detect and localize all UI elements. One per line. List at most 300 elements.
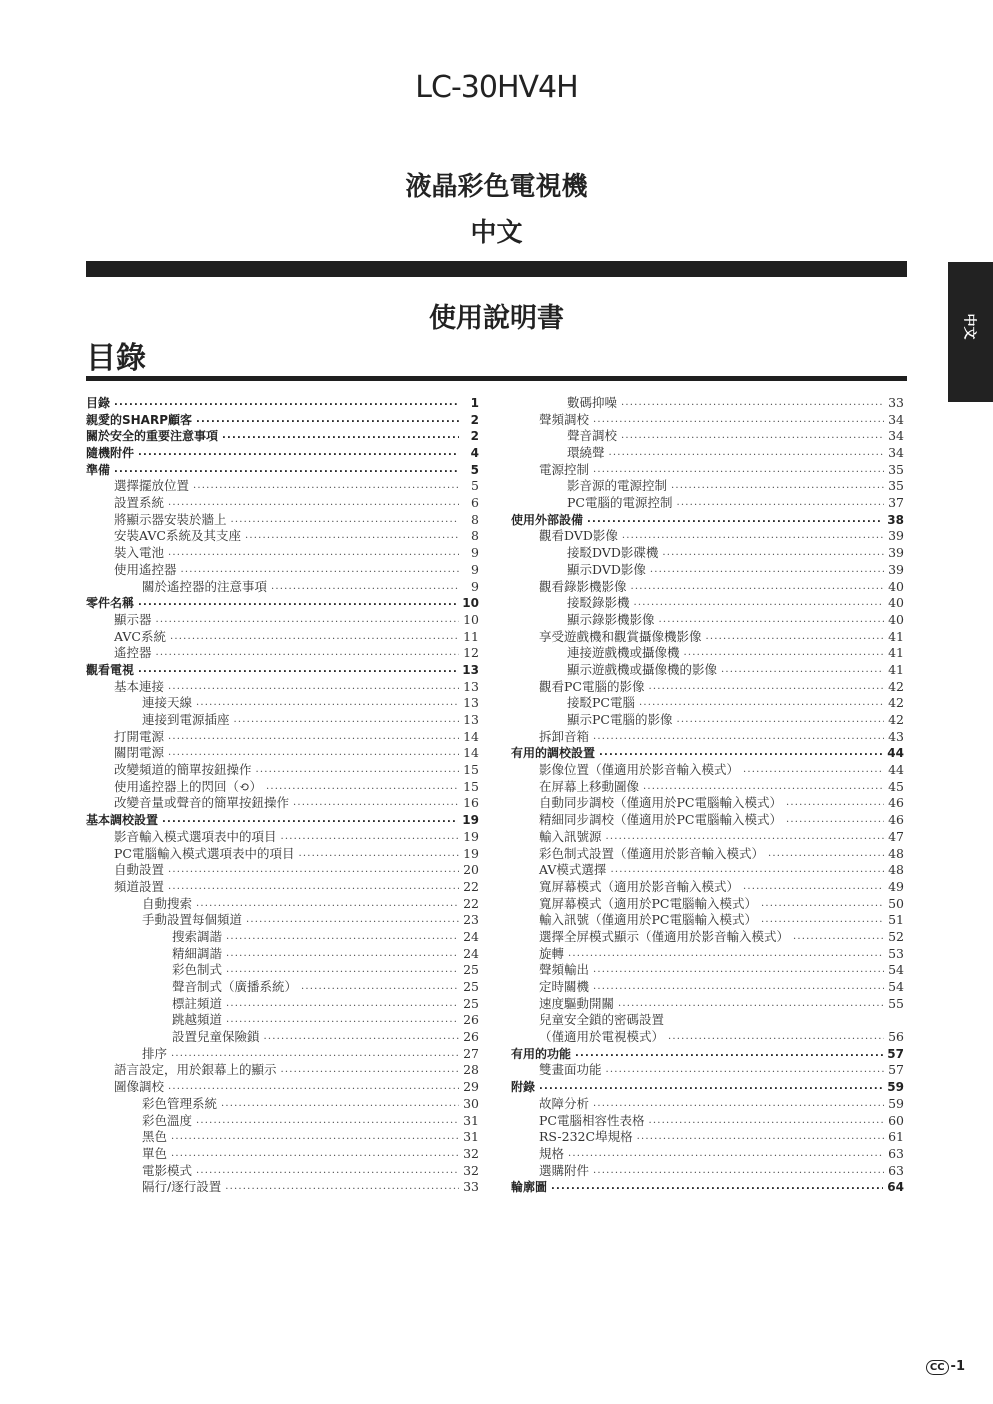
toc-leader-dots	[168, 745, 459, 762]
toc-entry-page: 56	[888, 1029, 904, 1045]
toc-entry[interactable]	[511, 1179, 904, 1196]
toc-leader-dots	[226, 996, 459, 1013]
toc-entry-label: AV模式選擇	[539, 862, 607, 878]
toc-entry[interactable]	[86, 812, 479, 829]
toc-entry-page: 25	[463, 962, 479, 978]
toc-entry-label: 兒童安全鎖的密碼設置	[539, 1012, 665, 1028]
toc-entry[interactable]	[511, 779, 904, 796]
toc-entry-page: 25	[463, 995, 479, 1011]
toc-entry-label: 接駁錄影機	[567, 595, 630, 611]
toc-leader-dots	[648, 679, 884, 696]
toc-entry-page: 40	[888, 578, 904, 594]
toc-entry-page: 35	[888, 461, 904, 477]
toc-entry-page: 59	[887, 1080, 904, 1095]
toc-entry-label: 隔行/逐行設置	[142, 1179, 222, 1195]
toc-entry[interactable]	[511, 529, 904, 546]
toc-entry-page: 34	[888, 428, 904, 444]
toc-entry[interactable]	[86, 962, 479, 979]
toc-entry-page: 43	[888, 728, 904, 744]
toc-entry-page: 37	[888, 495, 904, 511]
toc-entry-label: 有用的調校設置	[511, 746, 596, 761]
toc-entry-page: 19	[462, 813, 479, 828]
toc-entry-label: 觀看DVD影像	[539, 528, 618, 544]
toc-leader-dots	[676, 712, 884, 729]
toc-entry-label: 彩色制式	[172, 962, 223, 978]
toc-entry-page: 42	[888, 695, 904, 711]
toc-entry[interactable]	[86, 1163, 479, 1180]
toc-entry-page: 9	[471, 578, 479, 594]
toc-entry[interactable]	[511, 712, 904, 729]
toc-entry[interactable]	[511, 495, 904, 512]
toc-leader-dots	[786, 812, 884, 829]
toc-entry-label: 改變頻道的簡單按鈕操作	[114, 762, 252, 778]
toc-entry[interactable]	[511, 562, 904, 579]
toc-entry-page: 31	[463, 1112, 479, 1128]
toc-leader-dots	[196, 412, 459, 429]
toc-entry[interactable]	[511, 679, 904, 696]
toc-entry-page: 11	[463, 628, 479, 644]
toc-leader-dots	[593, 462, 884, 479]
toc-entry-label: 設置系統	[114, 495, 165, 511]
toc-entry[interactable]	[511, 745, 904, 762]
toc-entry[interactable]	[86, 745, 479, 762]
toc-entry[interactable]	[511, 912, 904, 929]
toc-leader-dots	[114, 462, 459, 479]
toc-entry-page: 63	[888, 1145, 904, 1161]
toc-entry-label: 連接到電源插座	[142, 712, 230, 728]
toc-entry-page: 28	[463, 1062, 479, 1078]
toc-entry-page: 29	[463, 1079, 479, 1095]
toc-entry-label: 連接遊戲機或攝像機	[567, 645, 680, 661]
toc-entry-page: 33	[888, 395, 904, 410]
toc-entry[interactable]	[86, 929, 479, 946]
toc-entry-label: AVC系統	[114, 628, 166, 644]
toc-entry-label: 連接天線	[142, 695, 193, 711]
toc-entry[interactable]	[86, 946, 479, 963]
toc-leader-dots	[622, 529, 884, 546]
toc-entry-label: 電源控制	[539, 461, 590, 477]
manual-title: 使用說明書	[429, 303, 564, 334]
toc-leader-dots	[606, 1063, 884, 1080]
toc-leader-dots	[587, 512, 883, 529]
toc-entry-label: 定時關機	[539, 979, 590, 995]
toc-entry[interactable]	[86, 1096, 479, 1113]
toc-entry-page: 42	[888, 678, 904, 694]
toc-entry[interactable]	[86, 529, 479, 546]
toc-entry[interactable]	[511, 595, 904, 612]
toc-leader-dots	[226, 1012, 459, 1029]
toc-entry-label: 遙控器	[114, 645, 152, 661]
toc-entry[interactable]	[511, 896, 904, 913]
toc-entry[interactable]	[511, 1113, 904, 1130]
toc-entry-label: 輸入訊號源	[539, 828, 602, 844]
toc-entry-label: 寬屏幕模式（適用於影音輸入模式）	[539, 878, 740, 894]
toc-entry-page: 54	[888, 962, 904, 978]
toc-leader-dots	[575, 1046, 883, 1063]
toc-entry[interactable]	[511, 1096, 904, 1113]
toc-leader-dots	[621, 395, 884, 412]
toc-entry[interactable]	[86, 829, 479, 846]
toc-entry-label: PC電腦的電源控制	[567, 495, 673, 511]
toc-entry[interactable]	[86, 695, 479, 712]
toc-entry[interactable]	[511, 545, 904, 562]
toc-entry-page: 9	[471, 561, 479, 577]
toc-leader-dots	[793, 929, 884, 946]
toc-left-column	[86, 395, 479, 1196]
toc-leader-dots	[168, 679, 459, 696]
toc-entry[interactable]	[86, 996, 479, 1013]
toc-entry[interactable]	[86, 1046, 479, 1063]
toc-entry-label: （僅適用於電視模式）	[539, 1029, 665, 1045]
toc-entry-page: 39	[888, 545, 904, 561]
toc-entry[interactable]	[86, 912, 479, 929]
toc-entry-label: 設置兒童保險鎖	[172, 1029, 260, 1045]
toc-entry-page: 53	[888, 945, 904, 961]
toc-entry[interactable]	[86, 896, 479, 913]
toc-entry-label: 聲頻輸出	[539, 962, 590, 978]
toc-entry-page: 8	[471, 528, 479, 544]
toc-entry-label: 有用的功能	[511, 1046, 572, 1061]
toc-entry-label: 顯示DVD影像	[567, 561, 646, 577]
toc-leader-dots	[648, 1113, 884, 1130]
toc-entry[interactable]	[511, 478, 904, 495]
toc-entry[interactable]	[86, 846, 479, 863]
toc-entry[interactable]	[511, 1063, 904, 1080]
toc-leader-dots	[171, 1046, 459, 1063]
toc-entry-label: 自動設置	[114, 862, 165, 878]
toc-entry-label: 語言設定，用於銀幕上的顯示	[114, 1062, 277, 1078]
toc-entry-page: 50	[888, 895, 904, 911]
toc-entry[interactable]	[511, 1029, 904, 1046]
toc-entry[interactable]	[86, 412, 479, 429]
toc-entry[interactable]	[86, 595, 479, 612]
toc-entry-label: 故障分析	[539, 1095, 590, 1111]
toc-entry[interactable]	[511, 762, 904, 779]
toc-leader-dots	[593, 979, 884, 996]
toc-entry-page: 4	[470, 446, 479, 461]
toc-entry[interactable]	[86, 495, 479, 512]
toc-leader-dots	[171, 1129, 459, 1146]
toc-entry-label: 跳越頻道	[172, 1012, 223, 1028]
toc-leader-dots	[593, 1096, 884, 1113]
side-tab-label: 中文	[961, 313, 977, 340]
toc-entry-label: 標註頻道	[172, 995, 223, 1011]
toc-entry-page: 61	[888, 1129, 904, 1145]
toc-leader-dots	[676, 495, 884, 512]
toc-entry-page: 16	[463, 795, 479, 811]
toc-entry[interactable]	[86, 562, 479, 579]
toc-entry-page: 13	[463, 712, 479, 728]
toc-entry-label: 觀看電視	[86, 662, 135, 677]
toc-entry-page: 27	[463, 1045, 479, 1061]
toc-leader-dots	[668, 1029, 884, 1046]
toc-leader-dots	[593, 412, 884, 429]
toc-entry[interactable]	[86, 779, 479, 796]
toc-leader-dots	[193, 478, 459, 495]
header-divider-bar	[86, 261, 907, 277]
toc-entry-page: 57	[888, 1062, 904, 1078]
toc-entry-page: 40	[888, 595, 904, 611]
toc-leader-dots	[761, 896, 884, 913]
toc-leader-dots	[643, 779, 884, 796]
toc-entry[interactable]	[511, 512, 904, 529]
toc-leader-dots	[231, 512, 459, 529]
toc-entry-page: 10	[463, 611, 479, 627]
cc-language-icon: CC	[926, 1360, 949, 1375]
toc-entry[interactable]	[86, 612, 479, 629]
toc-entry[interactable]	[511, 629, 904, 646]
toc-entry-label: 搜索調諧	[172, 929, 223, 944]
toc-entry-label: 精細調諧	[172, 945, 223, 961]
toc-entry-label: 基本連接	[114, 678, 165, 694]
toc-entry[interactable]	[511, 412, 904, 429]
toc-entry-page: 12	[463, 645, 479, 661]
toc-entry[interactable]	[86, 662, 479, 679]
toc-leader-dots	[156, 645, 459, 662]
toc-entry[interactable]	[511, 1129, 904, 1146]
toc-entry[interactable]	[511, 846, 904, 863]
toc-leader-dots	[181, 562, 459, 579]
toc-entry-label: 聲音制式（廣播系統）	[172, 979, 298, 995]
toc-entry[interactable]	[511, 695, 904, 712]
toc-entry[interactable]	[511, 962, 904, 979]
toc-entry-page: 41	[888, 628, 904, 644]
toc-entry[interactable]	[86, 1146, 479, 1163]
product-title: 液晶彩色電視機	[405, 172, 588, 202]
toc-entry-page: 30	[463, 1095, 479, 1111]
toc-entry-page: 20	[463, 862, 479, 878]
toc-entry-page: 41	[888, 645, 904, 661]
toc-entry-label: 精細同步調校（僅適用於PC電腦輸入模式）	[539, 812, 782, 828]
toc-entry-label: 自動同步調校（僅適用於PC電腦輸入模式）	[539, 795, 782, 811]
toc-leader-dots	[662, 545, 884, 562]
toc-entry-page: 6	[471, 495, 479, 511]
toc-entry[interactable]	[511, 1163, 904, 1180]
toc-entry-label: 將顯示器安裝於牆上	[114, 511, 227, 527]
toc-entry[interactable]	[86, 1179, 479, 1196]
toc-entry[interactable]	[86, 462, 479, 479]
toc-leader-dots	[293, 796, 459, 813]
toc-entry[interactable]	[511, 1146, 904, 1163]
toc-entry[interactable]	[86, 428, 479, 445]
toc-entry[interactable]	[86, 395, 479, 412]
toc-entry[interactable]	[511, 946, 904, 963]
toc-entry[interactable]	[511, 645, 904, 662]
toc-leader-dots	[138, 662, 458, 679]
toc-leader-dots	[551, 1179, 883, 1196]
toc-entry-label: 親愛的SHARP顧客	[86, 412, 193, 427]
toc-entry[interactable]	[511, 445, 904, 462]
toc-entry-page: 44	[888, 762, 904, 778]
toc-entry-page: 1	[470, 395, 479, 410]
toc-leader-dots	[631, 579, 884, 596]
toc-entry-page: 15	[463, 762, 479, 778]
toc-entry-label: 環繞聲	[567, 445, 605, 461]
toc-entry[interactable]	[86, 445, 479, 462]
toc-leader-dots	[706, 629, 884, 646]
toc-entry-page: 14	[463, 728, 479, 744]
toc-entry-page: 55	[888, 995, 904, 1011]
toc-entry[interactable]	[86, 729, 479, 746]
toc-leader-dots	[168, 862, 459, 879]
toc-leader-dots	[606, 829, 884, 846]
toc-entry-label: 選購附件	[539, 1162, 590, 1178]
toc-leader-dots	[168, 879, 459, 896]
toc-leader-dots	[196, 695, 459, 712]
toc-entry-label: 雙畫面功能	[539, 1062, 602, 1078]
toc-leader-dots	[264, 1029, 459, 1046]
toc-entry[interactable]	[511, 428, 904, 445]
toc-leader-dots	[171, 1146, 459, 1163]
toc-leader-dots	[593, 1163, 884, 1180]
toc-leader-dots	[222, 428, 459, 445]
toc-entry[interactable]	[86, 796, 479, 813]
toc-entry-label: 關於安全的重要注意事項	[86, 429, 219, 444]
toc-title: 目錄	[86, 341, 146, 376]
toc-entry[interactable]	[511, 929, 904, 946]
toc-entry[interactable]	[86, 1012, 479, 1029]
toc-entry-page: 35	[888, 478, 904, 494]
toc-leader-dots	[226, 962, 459, 979]
toc-entry-label: 選擇擺放位置	[114, 478, 190, 494]
toc-entry-page: 31	[463, 1129, 479, 1145]
toc-entry[interactable]	[511, 1012, 904, 1029]
toc-leader-dots	[168, 1079, 459, 1096]
toc-entry-label: 拆卸音箱	[539, 728, 590, 744]
toc-entry[interactable]	[511, 879, 904, 896]
toc-entry-page: 64	[887, 1180, 904, 1195]
toc-entry-page: 10	[462, 596, 479, 611]
toc-leader-dots	[637, 1129, 884, 1146]
toc-entry[interactable]	[511, 729, 904, 746]
toc-entry-page: 26	[463, 1012, 479, 1028]
toc-entry[interactable]	[86, 1129, 479, 1146]
toc-entry[interactable]	[511, 862, 904, 879]
toc-entry-label: 頻道設置	[114, 878, 165, 894]
toc-entry[interactable]	[86, 579, 479, 596]
toc-leader-dots	[621, 428, 884, 445]
toc-leader-dots	[281, 1063, 459, 1080]
toc-entry-label: 觀看PC電腦的影像	[539, 678, 645, 694]
toc-entry[interactable]	[511, 395, 904, 412]
toc-leader-dots	[271, 579, 459, 596]
toc-leader-dots	[256, 762, 459, 779]
toc-entry[interactable]	[511, 662, 904, 679]
toc-entry-label: 使用遙控器	[114, 561, 177, 577]
toc-leader-dots	[593, 962, 884, 979]
toc-entry[interactable]	[86, 712, 479, 729]
toc-entry[interactable]	[86, 1029, 479, 1046]
toc-leader-dots	[593, 729, 884, 746]
toc-entry-page: 42	[888, 712, 904, 728]
toc-entry-page: 2	[470, 412, 479, 427]
toc-entry-label: 彩色制式設置（僅適用於影音輸入模式）	[539, 845, 765, 861]
toc-entry-label: 打開電源	[114, 728, 165, 744]
toc-leader-dots	[168, 729, 459, 746]
toc-entry-page: 15	[463, 778, 479, 794]
toc-leader-dots	[266, 779, 459, 796]
toc-leader-dots	[301, 979, 459, 996]
toc-entry[interactable]	[86, 762, 479, 779]
toc-entry[interactable]	[86, 862, 479, 879]
toc-leader-dots	[162, 812, 458, 829]
toc-entry[interactable]	[511, 579, 904, 596]
toc-entry[interactable]	[86, 512, 479, 529]
toc-entry-label: 顯示器	[114, 611, 152, 627]
toc-entry[interactable]	[86, 879, 479, 896]
toc-entry[interactable]	[511, 996, 904, 1013]
toc-entry[interactable]	[511, 812, 904, 829]
toc-entry-page: 33	[463, 1179, 479, 1195]
toc-entry-page: 60	[888, 1112, 904, 1128]
toc-entry[interactable]	[511, 979, 904, 996]
toc-entry-page: 13	[462, 662, 479, 677]
toc-entry[interactable]	[511, 612, 904, 629]
page-number: -1	[950, 1359, 965, 1374]
toc-leader-dots	[246, 912, 459, 929]
toc-leader-dots	[168, 545, 459, 562]
model-number: LC-30HV4H	[415, 70, 578, 105]
toc-entry-label: 享受遊戲機和觀賞攝像機影像	[539, 628, 702, 644]
toc-entry-label: 使用遙控器上的閃回（⟲）	[114, 778, 262, 794]
toc-entry-label: 使用外部設備	[511, 512, 584, 527]
toc-entry[interactable]	[86, 1079, 479, 1096]
toc-entry-label: 準備	[86, 462, 111, 477]
toc-leader-dots	[245, 529, 459, 546]
language-heading: 中文	[470, 218, 523, 248]
toc-leader-dots	[650, 562, 884, 579]
toc-entry-page: 32	[463, 1162, 479, 1178]
toc-entry[interactable]	[86, 645, 479, 662]
toc-entry[interactable]	[511, 829, 904, 846]
toc-entry-label: 關於遙控器的注意事項	[142, 578, 268, 594]
toc-entry[interactable]	[86, 629, 479, 646]
toc-leader-dots	[281, 829, 459, 846]
toc-entry-page: 54	[888, 979, 904, 995]
toc-leader-dots	[221, 1096, 459, 1113]
toc-right-column	[511, 395, 904, 1196]
toc-entry-label: 手動設置每個頻道	[142, 912, 243, 928]
language-side-tab	[948, 262, 993, 402]
toc-entry[interactable]	[86, 1113, 479, 1130]
toc-entry[interactable]	[86, 679, 479, 696]
toc-leader-dots	[226, 946, 459, 963]
toc-entry[interactable]	[86, 979, 479, 996]
toc-entry[interactable]	[86, 1063, 479, 1080]
toc-entry-label: 基本調校設置	[86, 813, 159, 828]
toc-entry-label: 影音源的電源控制	[567, 478, 668, 494]
toc-entry[interactable]	[86, 478, 479, 495]
toc-entry[interactable]	[511, 796, 904, 813]
toc-leader-dots	[743, 879, 884, 896]
toc-entry[interactable]	[511, 462, 904, 479]
toc-entry[interactable]	[511, 1079, 904, 1096]
toc-entry-label: 彩色管理系統	[142, 1095, 218, 1111]
toc-entry-label: 圖像調校	[114, 1079, 165, 1095]
toc-leader-dots	[298, 846, 459, 863]
toc-entry[interactable]	[511, 1046, 904, 1063]
toc-entry-page: 49	[888, 878, 904, 894]
toc-entry-page: 14	[463, 745, 479, 761]
toc-entry-label: 顯示錄影機影像	[567, 611, 655, 627]
toc-leader-dots	[114, 395, 459, 412]
toc-leader-dots	[156, 612, 459, 629]
toc-entry[interactable]	[86, 545, 479, 562]
toc-entry-page: 41	[888, 662, 904, 677]
toc-entry-page: 5	[471, 478, 479, 494]
toc-entry-label: 影像位置（僅適用於影音輸入模式）	[539, 762, 740, 778]
toc-leader-dots	[170, 629, 459, 646]
